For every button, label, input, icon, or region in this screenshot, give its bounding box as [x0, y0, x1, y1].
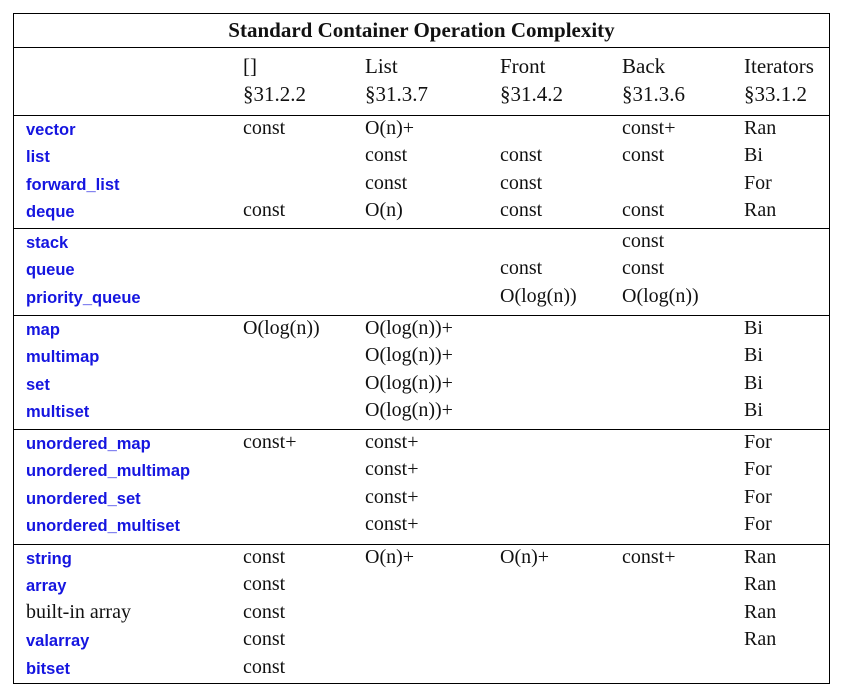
complexity-cell: const: [622, 230, 665, 252]
column-header-label: Iterators: [744, 54, 814, 78]
column-header-label: Front: [500, 54, 546, 78]
container-name-link[interactable]: unordered_multimap: [26, 462, 191, 481]
table-title: Standard Container Operation Complexity: [14, 14, 829, 48]
complexity-cell: const+: [622, 117, 676, 139]
complexity-cell: const: [500, 171, 543, 194]
complexity-cell: For: [744, 513, 772, 536]
group-divider: [14, 315, 829, 316]
column-header-label: []: [243, 54, 257, 78]
complexity-cell: const+: [365, 431, 419, 453]
container-name-link[interactable]: priority_queue: [26, 288, 141, 307]
container-name-link[interactable]: forward_list: [26, 175, 120, 194]
container-name-link[interactable]: stack: [26, 234, 69, 252]
complexity-cell: Ran: [744, 199, 777, 222]
complexity-cell: const: [243, 655, 286, 678]
complexity-cell: O(log(n))+: [365, 344, 453, 367]
complexity-cell: const: [622, 199, 665, 222]
complexity-cell: const+: [243, 431, 297, 453]
complexity-cell: O(log(n))+: [365, 371, 453, 394]
container-name-link[interactable]: vector: [26, 121, 76, 139]
complexity-cell: Ran: [744, 600, 777, 623]
complexity-cell: For: [744, 431, 772, 453]
container-name-link[interactable]: array: [26, 577, 67, 596]
column-header-section: §33.1.2: [744, 82, 807, 106]
complexity-cell: const: [243, 117, 286, 139]
complexity-cell: const: [365, 171, 408, 194]
column-header-label: List: [365, 54, 398, 78]
complexity-cell: const: [500, 257, 543, 280]
container-name-link[interactable]: multiset: [26, 403, 90, 422]
container-name-link[interactable]: string: [26, 550, 72, 568]
complexity-cell: Ran: [744, 117, 777, 139]
complexity-cell: O(log(n)): [622, 284, 699, 307]
complexity-cell: For: [744, 485, 772, 508]
complexity-cell: O(n)+: [365, 546, 415, 568]
complexity-cell: O(n)+: [500, 546, 550, 568]
complexity-cell: const+: [365, 513, 419, 536]
group-divider: [14, 544, 829, 545]
complexity-cell: For: [744, 171, 772, 194]
complexity-cell: Bi: [744, 371, 763, 394]
complexity-cell: For: [744, 458, 772, 481]
column-header-section: §31.3.6: [622, 82, 685, 106]
complexity-cell: O(log(n)): [500, 284, 577, 307]
group-divider: [14, 429, 829, 430]
column-header-section: §31.4.2: [500, 82, 563, 106]
complexity-cell: const: [243, 628, 286, 651]
complexity-cell: const: [500, 144, 543, 167]
container-name: built-in array: [26, 600, 131, 623]
complexity-cell: Ran: [744, 573, 777, 596]
complexity-cell: Bi: [744, 317, 763, 339]
complexity-cell: Ran: [744, 546, 777, 568]
container-name-link[interactable]: queue: [26, 261, 75, 280]
complexity-cell: Ran: [744, 628, 777, 651]
complexity-cell: O(log(n))+: [365, 399, 453, 422]
container-name-link[interactable]: multimap: [26, 348, 100, 367]
column-header-label: Back: [622, 54, 666, 78]
container-name-link[interactable]: unordered_multiset: [26, 517, 181, 536]
complexity-cell: O(log(n))+: [365, 317, 453, 339]
complexity-cell: const: [243, 600, 286, 623]
complexity-cell: const+: [365, 458, 419, 481]
container-name-link[interactable]: map: [26, 321, 60, 339]
complexity-cell: O(n): [365, 199, 403, 222]
group-divider: [14, 228, 829, 229]
column-header-section: §31.3.7: [365, 82, 428, 106]
complexity-cell: Bi: [744, 144, 763, 167]
complexity-cell: O(n)+: [365, 117, 415, 139]
container-name-link[interactable]: deque: [26, 203, 75, 222]
container-name-link[interactable]: valarray: [26, 632, 90, 651]
complexity-cell: Bi: [744, 399, 763, 422]
container-name-link[interactable]: unordered_map: [26, 435, 151, 453]
complexity-cell: const: [243, 199, 286, 222]
container-name-link[interactable]: bitset: [26, 659, 71, 678]
container-name-link[interactable]: unordered_set: [26, 489, 141, 508]
container-name-link[interactable]: list: [26, 148, 50, 167]
complexity-cell: const+: [365, 485, 419, 508]
complexity-cell: const: [243, 573, 286, 596]
complexity-table: [13, 13, 830, 684]
complexity-cell: O(log(n)): [243, 317, 320, 339]
complexity-cell: const: [622, 257, 665, 280]
complexity-cell: const: [243, 546, 286, 568]
column-header-section: §31.2.2: [243, 82, 306, 106]
complexity-cell: const: [500, 199, 543, 222]
complexity-cell: const+: [622, 546, 676, 568]
complexity-cell: const: [365, 144, 408, 167]
container-name-link[interactable]: set: [26, 375, 50, 394]
complexity-cell: const: [622, 144, 665, 167]
complexity-cell: Bi: [744, 344, 763, 367]
group-divider: [14, 115, 829, 116]
